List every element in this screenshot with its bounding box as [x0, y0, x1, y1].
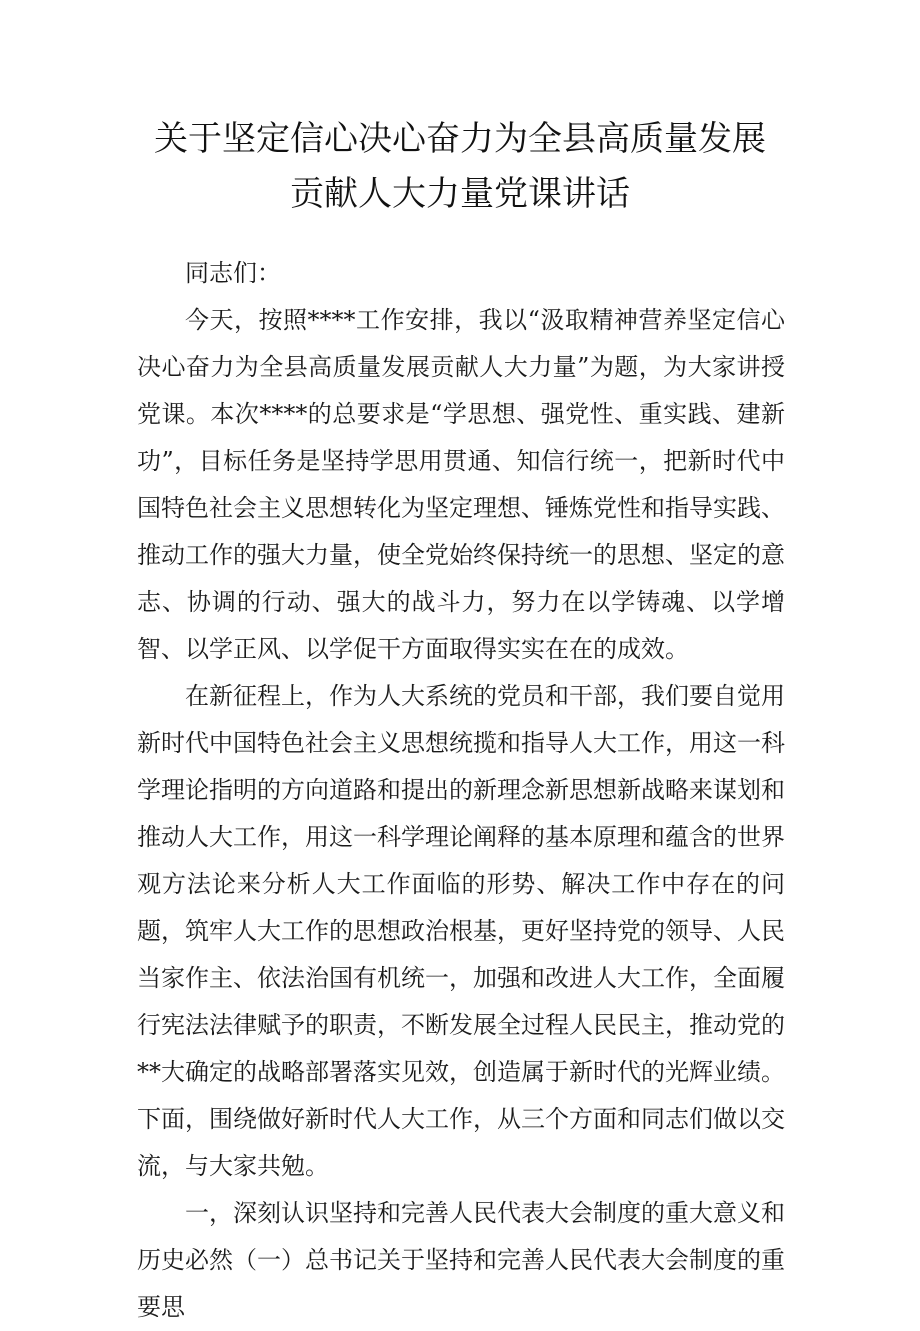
salutation: 同志们： — [185, 259, 281, 287]
paragraph-1: 今天，按照****工作安排，我以“汲取精神营养坚定信心决心奋力为全县高质量发展贡献人大力量”为题，为大家讲授党课。本次****的总要求是“学思想、强党性、重实践、建新功”，目标任务是坚持学思用贯通、知信行统一，把新时代中国特色社会主义思想转化为坚定理想、锤炼党性和指导实践、推动工作的强大力量，使全党始终保持统一的思想、坚定的意志、协调的行动、强大的战斗力，努力在以学铸魂、以学增智、以学正风、以学促干方面取得实实在在的成效。 — [137, 306, 785, 663]
title-line-1: 关于坚定信心决心奋力为全县高质量发展 — [154, 119, 766, 159]
paragraph-3: 一，深刻认识坚持和完善人民代表大会制度的重大意义和历史必然（一）总书记关于坚持和完善人民代表大会制度的重要思 — [137, 1199, 785, 1321]
paragraph-2: 在新征程上，作为人大系统的党员和干部，我们要自觉用新时代中国特色社会主义思想统揽和指导人大工作，用这一科学理论指明的方向道路和提出的新理念新思想新战略来谋划和推动人大工作，用这一科学理论阐释的基本原理和蕴含的世界观方法论来分析人大工作面临的形势、解决工作中存在的问题，筑牢人大工作的思想政治根基，更好坚持党的领导、人民当家作主、依法治国有机统一，加强和改进人大工作，全面履行宪法法律赋予的职责，不断发展全过程人民民主，推动党的**大确定的战略部署落实见效，创造属于新时代的光辉业绩。下面，围绕做好新时代人大工作，从三个方面和同志们做以交流，与大家共勉。 — [137, 682, 785, 1180]
document-body — [137, 250, 785, 1331]
title-line-2: 贡献人大力量党课讲话 — [290, 174, 630, 214]
document-title — [100, 112, 820, 222]
